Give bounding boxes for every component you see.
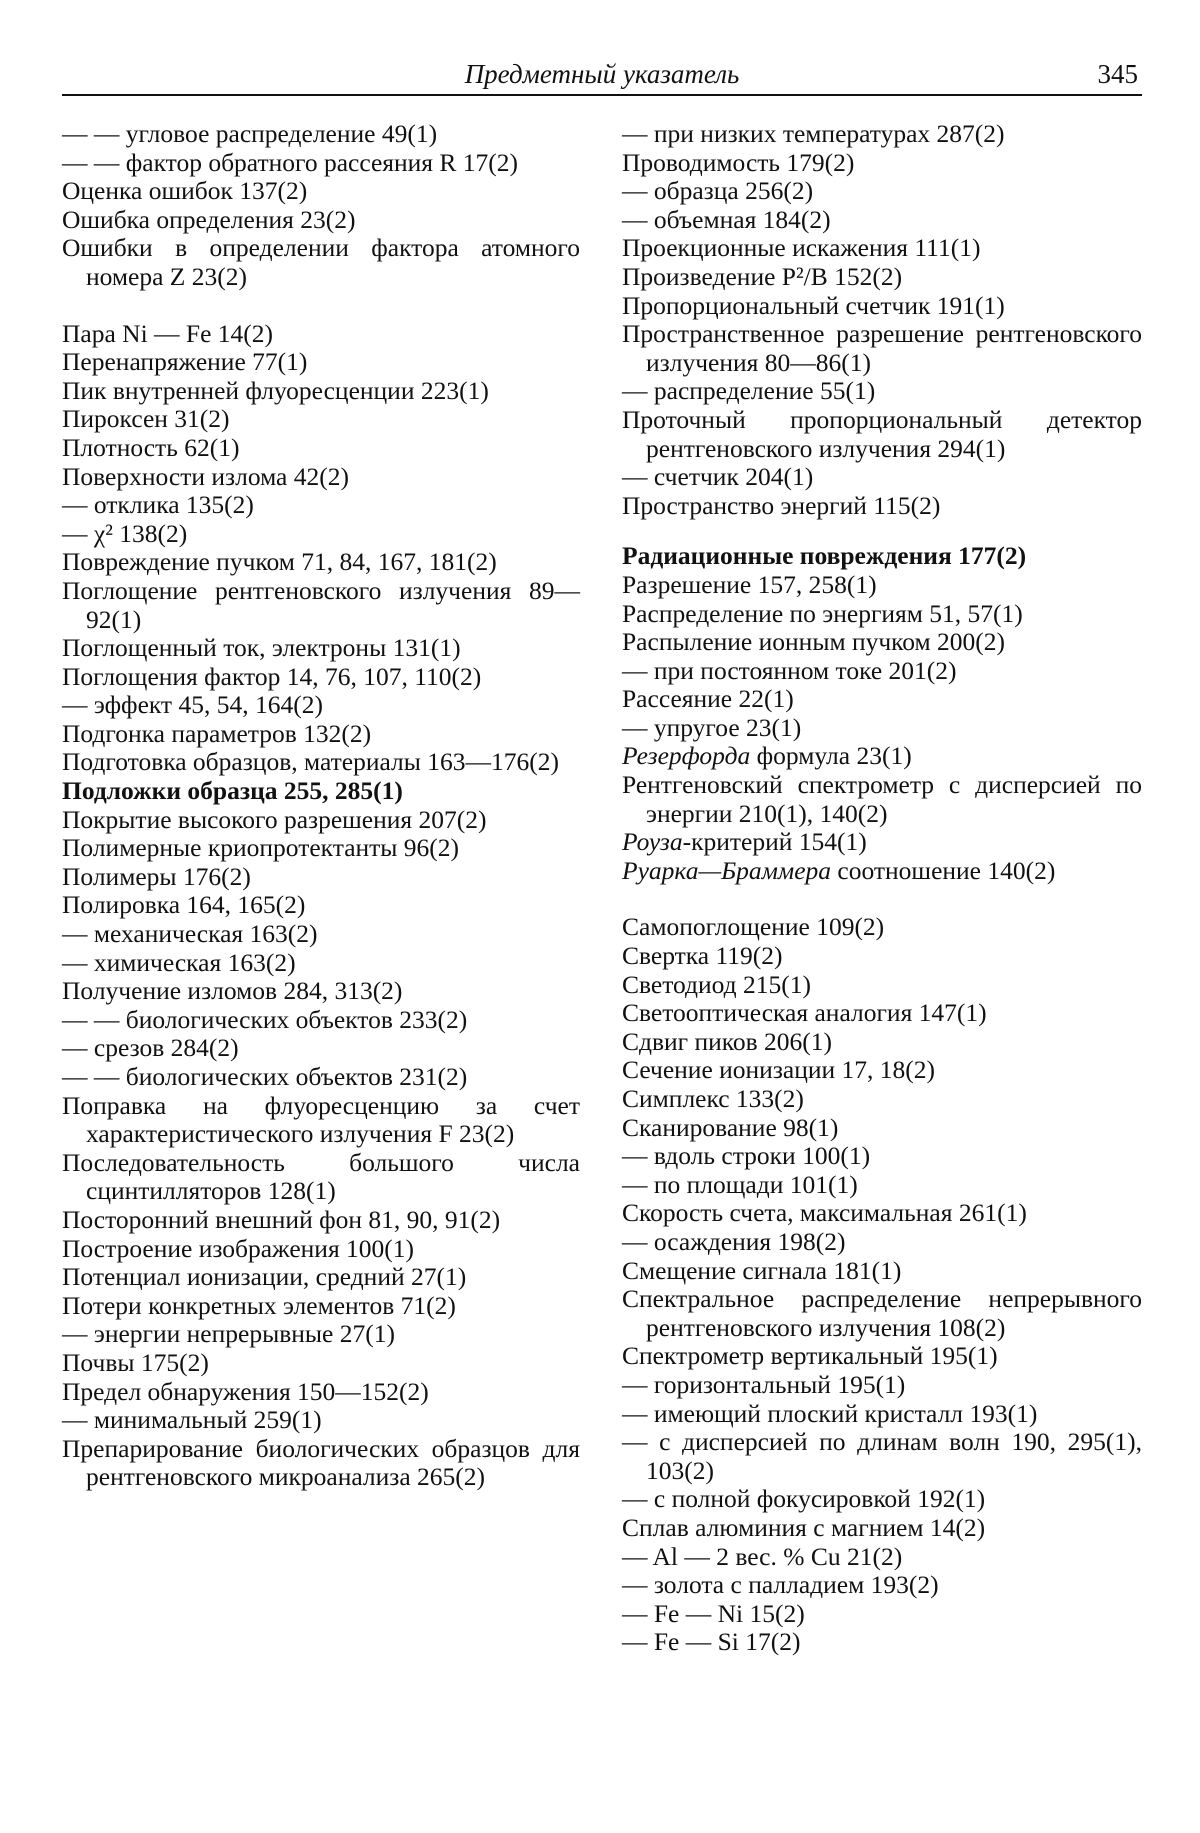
index-entry: — — фактор обратного рассеяния R 17(2) xyxy=(62,147,519,177)
index-entry: — имеющий плоский кристалл 193(1) xyxy=(622,1398,1038,1428)
index-entry: — распределение 55(1) xyxy=(622,376,876,406)
index-entry: — осаждения 198(2) xyxy=(622,1226,846,1256)
index-entry: Полировка 164, 165(2) xyxy=(62,890,306,920)
index-entry: Ошибка определения 23(2) xyxy=(62,204,356,234)
index-entry: — химическая 163(2) xyxy=(62,947,296,977)
index-entry: — горизонтальный 195(1) xyxy=(622,1369,906,1399)
index-entry: Проточный пропорциональный детектор рентгеновского излучения 294(1) xyxy=(622,404,1142,463)
index-entry: Светооптическая аналогия 147(1) xyxy=(622,998,987,1028)
index-entry: Повреждение пучком 71, 84, 167, 181(2) xyxy=(62,547,497,577)
index-entry: Почвы 175(2) xyxy=(62,1347,209,1377)
index-entry: Проекционные искажения 111(1) xyxy=(622,233,981,263)
index-entry: — по площади 101(1) xyxy=(622,1169,858,1199)
index-entry: Поправка на флуоресценцию за счет характеристического излучения F 23(2) xyxy=(62,1090,580,1149)
italic-name: Роуза xyxy=(622,827,683,857)
index-entry: Пропорциональный счетчик 191(1) xyxy=(622,290,1005,320)
index-entry: Распределение по энергиям 51, 57(1) xyxy=(622,598,1023,628)
index-entry: — χ² 138(2) xyxy=(62,518,188,548)
index-entry: Построение изображения 100(1) xyxy=(62,1233,415,1263)
index-entry: Рентгеновский спектрометр с дисперсией по энергии 210(1), 140(2) xyxy=(622,770,1142,828)
index-entry: — минимальный 259(1) xyxy=(62,1405,322,1435)
index-entry: — счетчик 204(1) xyxy=(622,462,814,492)
index-entry: — золота с палладием 193(2) xyxy=(622,1570,939,1600)
index-entry: — — угловое распределение 49(1) xyxy=(62,119,438,148)
index-entry: Оценка ошибок 137(2) xyxy=(62,176,308,206)
index-entry: Препарирование биологических образцов для рентгеновского микроанализа 265(2) xyxy=(62,1433,580,1492)
index-entry: Радиационные повреждения 177(2) xyxy=(622,541,1027,571)
index-entry: Спектральное распределение непрерывного рентгеновского излучения 108(2) xyxy=(622,1284,1142,1342)
index-entry: Самопоглощение 109(2) xyxy=(622,912,885,942)
index-entry: Разрешение 157, 258(1) xyxy=(622,569,877,599)
index-entry: Подложки образца 255, 285(1) xyxy=(62,776,403,806)
index-entry: — с полной фокусировкой 192(1) xyxy=(622,1484,986,1514)
index-entry: — при постоянном токе 201(2) xyxy=(622,655,957,685)
index-entry: — Fe — Si 17(2) xyxy=(622,1627,801,1657)
index-entry: Пространство энергий 115(2) xyxy=(622,490,941,520)
index-entry: — — биологических объектов 231(2) xyxy=(62,1062,468,1091)
index-entry: Пик внутренней флуоресценции 223(1) xyxy=(62,375,489,405)
left-column xyxy=(62,120,580,1492)
index-entry: Скорость счета, максимальная 261(1) xyxy=(622,1198,1027,1228)
index-entry: — с дисперсией по длинам волн 190, 295(1), 103(2) xyxy=(622,1427,1142,1485)
index-entry: — энергии непрерывные 27(1) xyxy=(62,1319,395,1349)
index-entry: Покрытие высокого разрешения 207(2) xyxy=(62,804,487,834)
index-entry: Поглощенный ток, электроны 131(1) xyxy=(62,633,461,663)
index-entry: Проводимость 179(2) xyxy=(622,147,855,177)
index-entry: Спектрометр вертикальный 195(1) xyxy=(622,1341,998,1371)
index-entry: — срезов 284(2) xyxy=(62,1033,239,1063)
page-number: 345 xyxy=(1097,59,1138,89)
index-entry: Потери конкретных элементов 71(2) xyxy=(62,1290,456,1320)
index-entry: — механическая 163(2) xyxy=(62,919,318,949)
index-entry: Сечение ионизации 17, 18(2) xyxy=(622,1055,936,1085)
index-entry: — Al — 2 вес. % Cu 21(2) xyxy=(622,1541,903,1571)
index-entry: Полимерные криопротектанты 96(2) xyxy=(62,833,460,863)
italic-name: Резерфорда xyxy=(622,741,751,771)
index-entry: Посторонний внешний фон 81, 90, 91(2) xyxy=(62,1204,501,1234)
index-entry: Произведение P²/B 152(2) xyxy=(622,261,903,291)
index-entry: Полимеры 176(2) xyxy=(62,861,251,891)
index-entry: Свертка 119(2) xyxy=(622,941,783,971)
index-entry: Светодиод 215(1) xyxy=(622,969,812,999)
index-entry: Поглощение рентгеновского излучения 89—92(1) xyxy=(62,575,580,634)
section-gap xyxy=(622,885,1142,913)
index-entry: Резерфорда формула 23(1) xyxy=(622,741,912,771)
index-entry: Получение изломов 284, 313(2) xyxy=(62,976,403,1006)
index-entry: Поверхности излома 42(2) xyxy=(62,461,349,491)
index-entry: Сканирование 98(1) xyxy=(622,1112,839,1142)
index-entry: Симплекс 133(2) xyxy=(622,1084,804,1113)
index-entry: Поглощения фактор 14, 76, 107, 110(2) xyxy=(62,661,482,691)
index-entry: Потенциал ионизации, средний 27(1) xyxy=(62,1262,467,1292)
index-entry: Сплав алюминия с магнием 14(2) xyxy=(622,1512,986,1542)
index-entry: Распыление ионным пучком 200(2) xyxy=(622,627,1006,657)
index-entry: — отклика 135(2) xyxy=(62,490,254,520)
index-entry: — — биологических объектов 233(2) xyxy=(62,1004,468,1034)
page-header xyxy=(62,58,1142,96)
right-column xyxy=(622,120,1142,1657)
section-gap xyxy=(62,292,580,320)
index-entry: Плотность 62(1) xyxy=(62,432,240,462)
index-entry: — вдоль строки 100(1) xyxy=(622,1141,871,1171)
index-entry: Подгонка параметров 132(2) xyxy=(62,718,372,748)
index-entry: Ошибки в определении фактора атомного номера Z 23(2) xyxy=(62,233,580,291)
index-entry: Пространственное разрешение рентгеновского излучения 80—86(1) xyxy=(622,319,1142,377)
index-entry: Пироксен 31(2) xyxy=(62,404,230,434)
index-entry: Роуза-критерий 154(1) xyxy=(622,827,867,857)
index-entry: — Fe — Ni 15(2) xyxy=(622,1598,805,1628)
index-entry: — упругое 23(1) xyxy=(622,712,802,742)
index-entry: — объемная 184(2) xyxy=(622,204,831,234)
index-entry: Перенапряжение 77(1) xyxy=(62,347,308,377)
index-entry: Рассеяние 22(1) xyxy=(622,684,794,714)
index-entry: Руарка—Браммера соотношение 140(2) xyxy=(622,855,1056,885)
italic-name: Руарка—Браммера xyxy=(622,855,832,885)
index-entry: Сдвиг пиков 206(1) xyxy=(622,1026,833,1056)
index-entry: — при низких температурах 287(2) xyxy=(622,119,1005,148)
section-gap xyxy=(622,520,1142,542)
index-entry: Пара Ni — Fe 14(2) xyxy=(62,318,274,348)
index-entry: Предел обнаружения 150—152(2) xyxy=(62,1376,429,1406)
running-title: Предметный указатель xyxy=(464,59,740,89)
index-entry: — образца 256(2) xyxy=(622,176,814,206)
index-entry: Последовательность большого числа сцинтилляторов 128(1) xyxy=(62,1147,580,1206)
index-entry: — эффект 45, 54, 164(2) xyxy=(62,690,323,720)
index-entry: Смещение сигнала 181(1) xyxy=(622,1255,902,1285)
index-entry: Подготовка образцов, материалы 163—176(2) xyxy=(62,747,559,777)
